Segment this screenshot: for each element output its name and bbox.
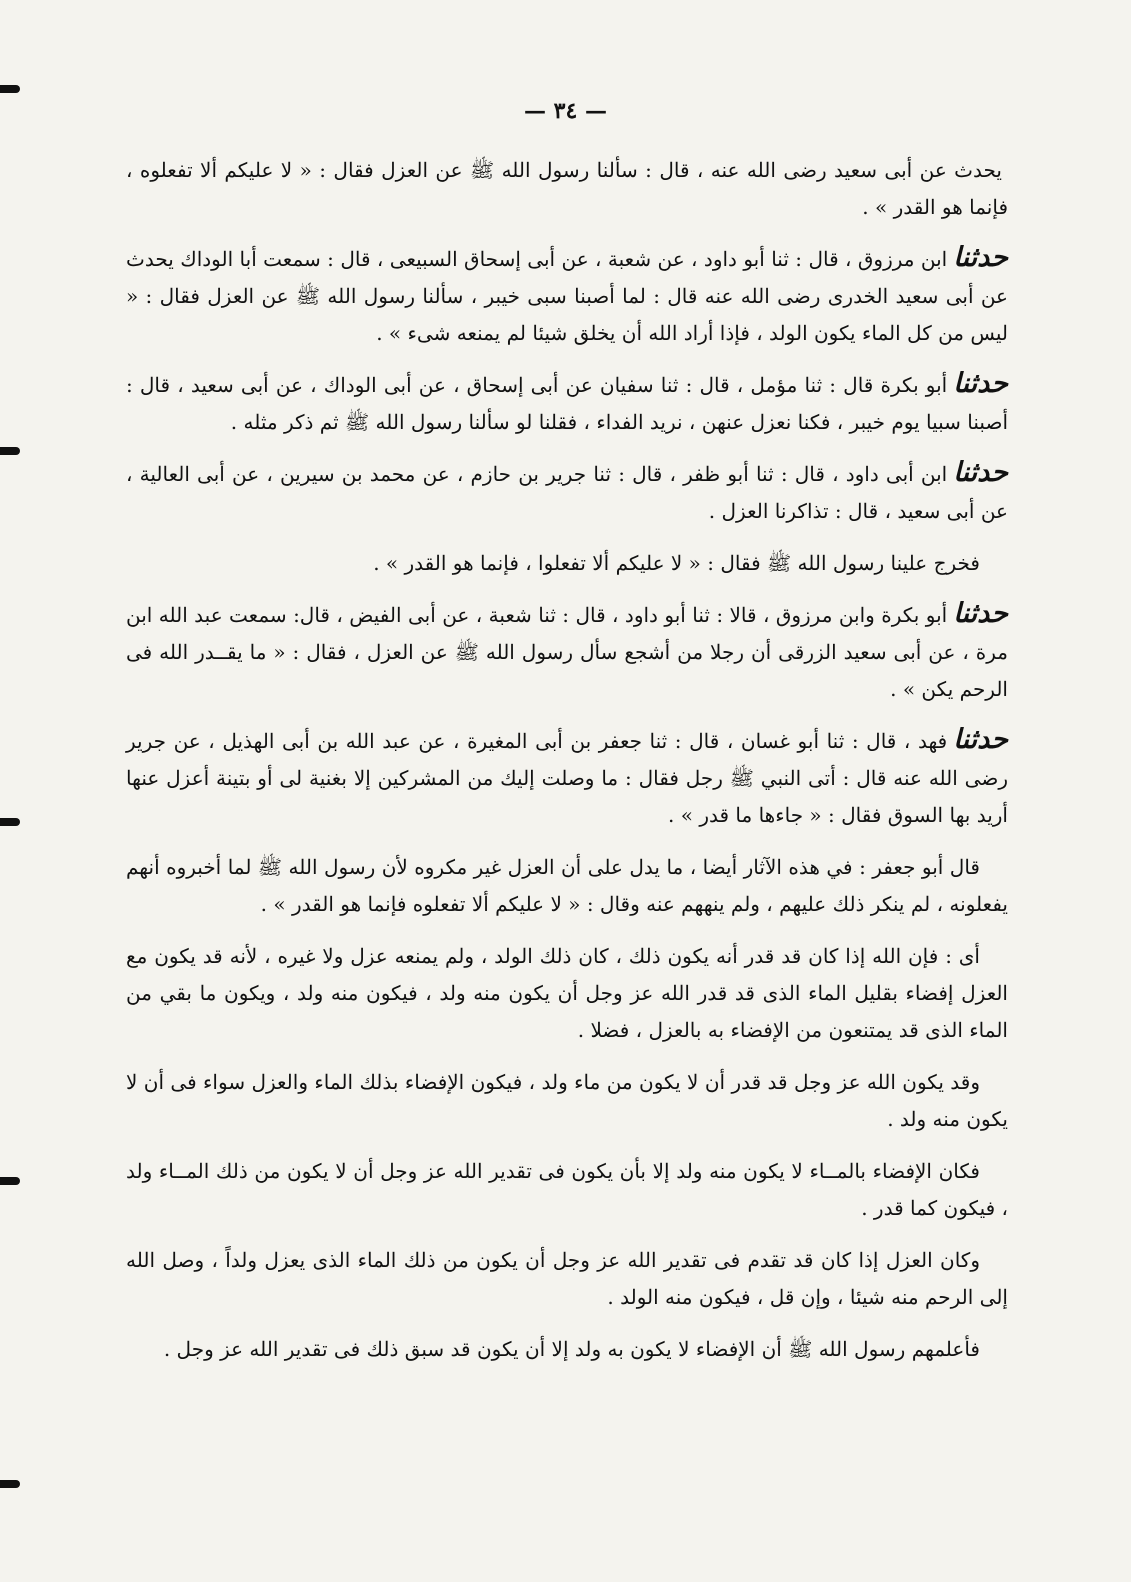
paragraph <box>126 1329 1008 1368</box>
body-text <box>126 150 1008 1381</box>
binding-edge-mark <box>0 85 20 93</box>
paragraph <box>126 1062 1008 1138</box>
paragraph <box>126 936 1008 1049</box>
paragraph-text: قال أبو جعفر : في هذه الآثار أيضا ، ما يدل على أن العزل غير مكروه لأن رسول الله ﷺ لما أخبروه أنهم يفعلونه ، لم ينكر ذلك عليهم ، ولم ينههم عنه وقال : « لا عليكم ألا تفعلوه فإنما هو القدر » . <box>126 855 1008 916</box>
paragraph-text: أى : فإن الله إذا كان قد قدر أنه يكون ذلك ، كان ذلك الولد ، ولم يمنعه عزل ولا غيره ، لأنه قد يكون مع العزل إفضاء بقليل الماء الذى قد قدر الله عز وجل أن يكون منه ولد ، فيكون منه ولد ، ويكون ما بقي من الماء الذى قد يمتنعون من الإفضاء به بالعزل ، فضلا . <box>126 944 1008 1042</box>
paragraph <box>126 595 1008 708</box>
paragraph-lead-word: حدثنا <box>953 457 1008 488</box>
binding-edge-mark <box>0 1480 20 1488</box>
paragraph-text: ابن أبى داود ، قال : ثنا أبو ظفر ، قال : ثنا جرير بن حازم ، عن محمد بن سيرين ، عن أبى العالية ، عن أبى سعيد ، قال : تذاكرنا العزل . <box>126 462 1008 523</box>
paragraph <box>126 847 1008 923</box>
paragraph <box>126 365 1008 441</box>
paragraph-text: فخرج علينا رسول الله ﷺ فقال : « لا عليكم ألا تفعلوا ، فإنما هو القدر » . <box>373 551 980 575</box>
paragraph-lead-word: حدثنا <box>953 724 1008 755</box>
paragraph-text: وقد يكون الله عز وجل قد قدر أن لا يكون من ماء ولد ، فيكون الإفضاء بذلك الماء والعزل سواء فى أن لا يكون منه ولد . <box>126 1070 1008 1131</box>
paragraph-lead-word: حدثنا <box>953 368 1008 399</box>
paragraph <box>126 543 1008 582</box>
paragraph-text: ابن مرزوق ، قال : ثنا أبو داود ، عن شعبة ، عن أبى إسحاق السبيعى ، قال : سمعت أبا الوداك يحدث عن أبى سعيد الخدرى رضى الله عنه قال : لما أصبنا سبى خيبر ، سألنا رسول الله ﷺ عن العزل فقال : « ليس من كل الماء يكون الولد ، فإذا أراد الله أن يخلق شيئا لم يمنعه شىء » . <box>126 247 1008 345</box>
paragraph <box>126 1240 1008 1316</box>
binding-edge-mark <box>0 818 20 826</box>
paragraph <box>126 454 1008 530</box>
paragraph <box>126 239 1008 352</box>
paragraph-lead-word: حدثنا <box>953 598 1008 629</box>
paragraph-text: أبو بكرة وابن مرزوق ، قالا : ثنا أبو داود ، قال : ثنا شعبة ، عن أبى الفيض ، قال: سمعت عبد الله ابن مرة ، عن أبى سعيد الزرقى أن رجلا من أشجع سأل رسول الله ﷺ عن العزل ، فقال : « ما يقــدر الله فى الرحم يكن » . <box>126 603 1008 701</box>
paragraph-text: فكان الإفضاء بالمــاء لا يكون منه ولد إلا بأن يكون فى تقدير الله عز وجل أن لا يكون من ذلك المــاء ولد ، فيكون كما قدر . <box>126 1159 1008 1220</box>
binding-edge-mark <box>0 447 20 455</box>
paragraph-text: أبو بكرة قال : ثنا مؤمل ، قال : ثنا سفيان عن أبى إسحاق ، عن أبى الوداك ، عن أبى سعيد ، قال : أصبنا سبيا يوم خيبر ، فكنا نعزل عنهن ، نريد الفداء ، فقلنا لو سألنا رسول الله ﷺ ثم ذكر مثله . <box>126 373 1008 434</box>
paragraph-text: وكان العزل إذا كان قد تقدم فى تقدير الله عز وجل أن يكون من ذلك الماء الذى يعزل ولداً ، وصل الله إلى الرحم منه شيئا ، وإن قل ، فيكون منه الولد . <box>126 1248 1008 1309</box>
paragraph <box>126 150 1008 226</box>
binding-edge-mark <box>0 1177 20 1185</box>
page-number: — ٣٤ — <box>524 98 607 124</box>
paragraph-text: يحدث عن أبى سعيد رضى الله عنه ، قال : سألنا رسول الله ﷺ عن العزل فقال : « لا عليكم ألا تفعلوه ، فإنما هو القدر » . <box>126 158 1008 219</box>
paragraph <box>126 1151 1008 1227</box>
paragraph-lead-word: حدثنا <box>953 242 1008 273</box>
paragraph-text: فهد ، قال : ثنا أبو غسان ، قال : ثنا جعفر بن أبى المغيرة ، عن عبد الله بن أبى الهذيل ، عن جرير رضى الله عنه قال : أتى النبي ﷺ رجل فقال : ما وصلت إليك من المشركين إلا بغنية لى أو بتينة أعزل عنها أريد بها السوق فقال : « جاءها ما قدر » . <box>126 729 1008 827</box>
paragraph-text: فأعلمهم رسول الله ﷺ أن الإفضاء لا يكون به ولد إلا أن يكون قد سبق ذلك فى تقدير الله عز وجل . <box>163 1337 980 1361</box>
paragraph <box>126 721 1008 834</box>
